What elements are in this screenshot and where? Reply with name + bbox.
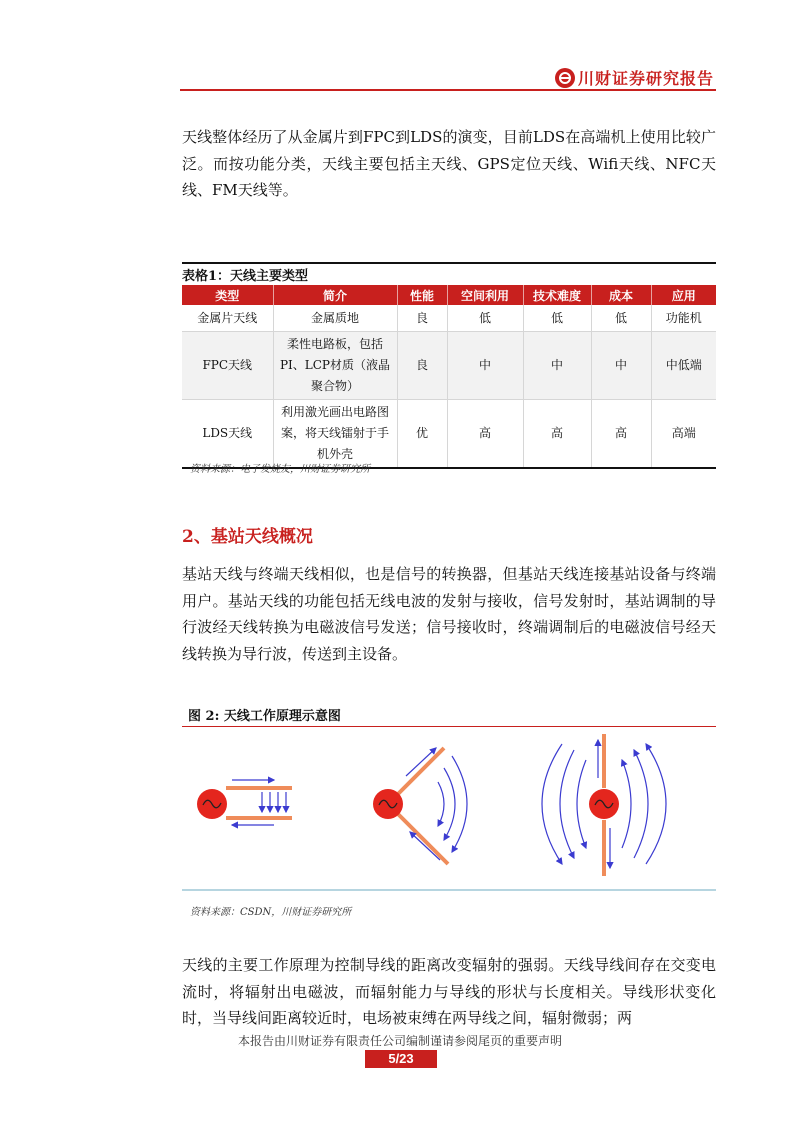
column-header: 性能 bbox=[397, 285, 447, 305]
table-title: 表格1：天线主要类型 bbox=[182, 269, 309, 284]
brand-name: 川财证券研究报告 bbox=[577, 69, 714, 88]
cell-performance: 良 bbox=[397, 305, 447, 332]
page-number: 5/23 bbox=[365, 1050, 437, 1068]
dipole-panel bbox=[542, 734, 666, 876]
radiation-wave bbox=[444, 768, 455, 840]
figure-source-note: 资料来源：CSDN，川财证券研究所 bbox=[190, 907, 352, 918]
cell-difficulty: 低 bbox=[523, 305, 591, 332]
cell-type: FPC天线 bbox=[182, 332, 273, 400]
cell-performance: 良 bbox=[397, 332, 447, 400]
upper-conductor bbox=[398, 748, 444, 794]
section-heading: 2、基站天线概况 bbox=[182, 527, 313, 547]
intro-paragraph: 天线整体经历了从金属片到FPC到LDS的演变，目前LDS在高端机上使用比较广泛。而按功能分类，天线主要包括主天线、GPS定位天线、Wifi天线、NFC天线、FM天线等。 bbox=[182, 128, 716, 199]
cell-intro: 利用激光画出电路图案，将天线镭射于手机外壳 bbox=[273, 400, 397, 469]
antenna-diagram bbox=[182, 728, 716, 892]
parallel-wire-panel bbox=[197, 780, 292, 825]
radiation-wave bbox=[646, 744, 666, 864]
cell-type: 金属片天线 bbox=[182, 305, 273, 332]
cell-space: 高 bbox=[447, 400, 523, 469]
closing-paragraph: 天线的主要工作原理为控制导线的距离改变辐射的强弱。天线导线间存在交变电流时，将辐射出电磁波，而辐射能力与导线的形状与长度相关。导线形状变化时，当导线间距离较近时，电场被束缚在两导线之间，辐射微弱；两 bbox=[182, 956, 716, 1027]
cell-type: LDS天线 bbox=[182, 400, 273, 469]
figure-title: 图 2: 天线工作原理示意图 bbox=[188, 709, 341, 724]
radiation-wave bbox=[634, 750, 648, 858]
cell-application: 高端 bbox=[651, 400, 716, 469]
column-header: 技术难度 bbox=[523, 285, 591, 305]
table-row bbox=[182, 305, 716, 332]
section2-paragraph: 基站天线与终端天线相似，也是信号的转换器，但基站天线连接基站设备与终端用户。基站天线的功能包括无线电波的发射与接收，信号发射时，基站调制的导行波经天线转换为电磁波信号发送；信号接收时，终端调制后的电磁波信号经天线转换为导行波，传送到主设备。 bbox=[182, 565, 716, 663]
cell-application: 功能机 bbox=[651, 305, 716, 332]
brand-logo-icon bbox=[555, 68, 575, 88]
cell-cost: 低 bbox=[591, 305, 651, 332]
header-divider bbox=[180, 89, 716, 91]
radiation-wave bbox=[542, 744, 562, 864]
cell-space: 中 bbox=[447, 332, 523, 400]
flared-wire-panel bbox=[373, 748, 467, 864]
cell-cost: 高 bbox=[591, 400, 651, 469]
current-arrow bbox=[410, 832, 440, 860]
table-row bbox=[182, 332, 716, 400]
figure-antenna-principle bbox=[182, 704, 716, 892]
cell-space: 低 bbox=[447, 305, 523, 332]
column-header: 空间利用 bbox=[447, 285, 523, 305]
radiation-wave bbox=[452, 756, 467, 852]
cell-application: 中低端 bbox=[651, 332, 716, 400]
table-row bbox=[182, 400, 716, 469]
column-header: 成本 bbox=[591, 285, 651, 305]
table-source-note: 资料来源：电子发烧友，川财证券研究所 bbox=[190, 464, 370, 475]
radiation-wave bbox=[577, 760, 586, 848]
cell-difficulty: 高 bbox=[523, 400, 591, 469]
table-top-rule bbox=[182, 262, 716, 264]
footer-disclaimer: 本报告由川财证券有限责任公司编制谨请参阅尾页的重要声明 bbox=[237, 1034, 562, 1048]
cell-difficulty: 中 bbox=[523, 332, 591, 400]
column-header: 应用 bbox=[651, 285, 716, 305]
cell-intro: 金属质地 bbox=[273, 305, 397, 332]
column-header: 简介 bbox=[273, 285, 397, 305]
figure-title-rule bbox=[182, 726, 716, 727]
column-header: 类型 bbox=[182, 285, 273, 305]
table-header-row bbox=[182, 285, 716, 305]
cell-cost: 中 bbox=[591, 332, 651, 400]
header-brand bbox=[555, 66, 714, 89]
cell-performance: 优 bbox=[397, 400, 447, 469]
radiation-wave bbox=[560, 750, 574, 858]
radiation-wave bbox=[622, 760, 631, 848]
radiation-wave bbox=[438, 782, 444, 826]
antenna-types-table bbox=[182, 285, 716, 469]
cell-intro: 柔性电路板，包括PI、LCP材质（液晶聚合物） bbox=[273, 332, 397, 400]
